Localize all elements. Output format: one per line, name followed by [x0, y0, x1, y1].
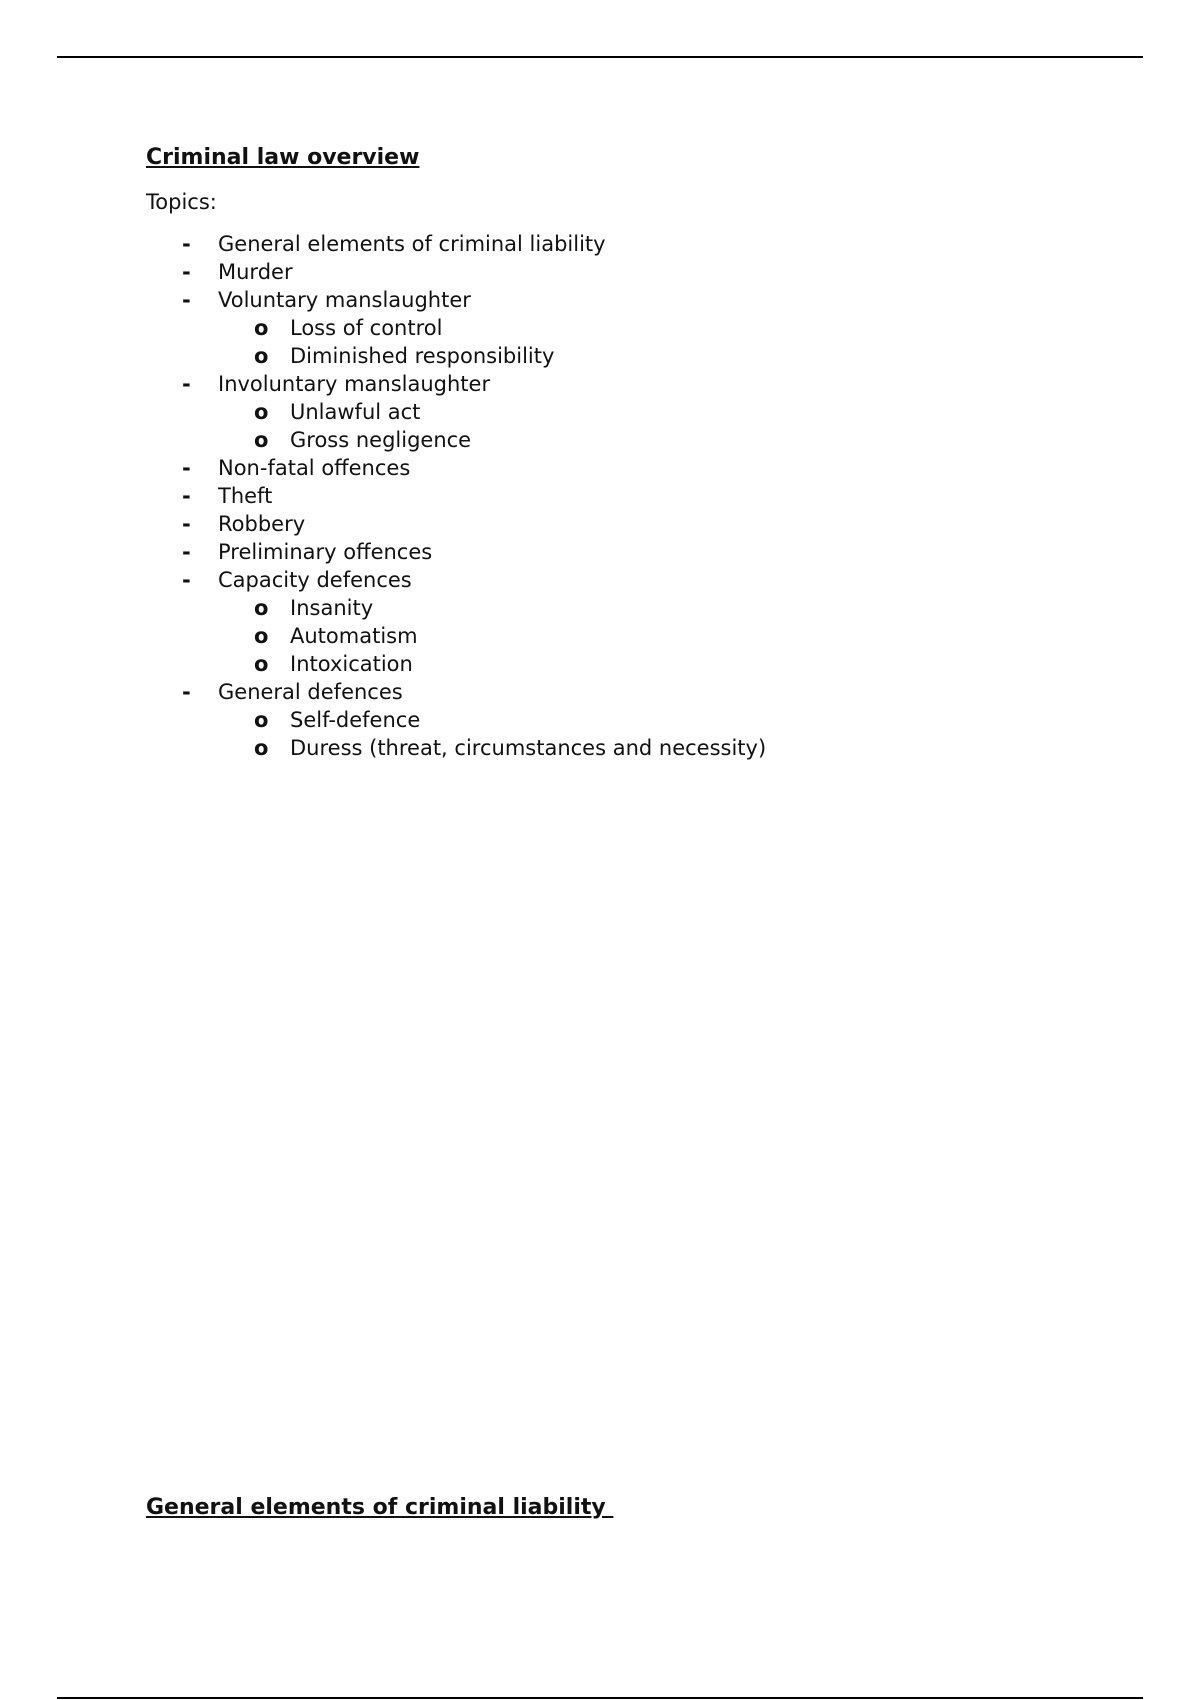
topic-item — [146, 370, 1096, 454]
section-block — [146, 1494, 613, 1522]
topic-label: Capacity defences — [218, 568, 412, 592]
subtopics-list — [218, 706, 1096, 762]
topic-label: General elements of criminal liability — [218, 232, 606, 256]
subtopic-item — [218, 650, 1096, 678]
page-top-rule — [57, 56, 1143, 58]
document-body — [146, 144, 1096, 762]
circle-bullet-icon: o — [254, 596, 269, 620]
topic-item — [146, 258, 1096, 286]
topic-item — [146, 482, 1096, 510]
topics-list — [146, 230, 1096, 762]
topic-label: Robbery — [218, 512, 306, 536]
subtopic-item — [218, 706, 1096, 734]
topic-item — [146, 230, 1096, 258]
dash-bullet-icon: - — [182, 568, 191, 592]
dash-bullet-icon: - — [182, 260, 191, 284]
topic-item — [146, 678, 1096, 762]
subtopic-item — [218, 622, 1096, 650]
topic-item — [146, 454, 1096, 482]
dash-bullet-icon: - — [182, 288, 191, 312]
topic-label: Non-fatal offences — [218, 456, 411, 480]
circle-bullet-icon: o — [254, 344, 269, 368]
dash-bullet-icon: - — [182, 232, 191, 256]
topic-label: Preliminary offences — [218, 540, 433, 564]
circle-bullet-icon: o — [254, 708, 269, 732]
subtopics-list — [218, 594, 1096, 678]
dash-bullet-icon: - — [182, 456, 191, 480]
document-title: Criminal law overview — [146, 145, 420, 170]
subtopic-label: Insanity — [290, 596, 374, 620]
dash-bullet-icon: - — [182, 540, 191, 564]
subtopics-list — [218, 314, 1096, 370]
circle-bullet-icon: o — [254, 400, 269, 424]
topic-label: General defences — [218, 680, 403, 704]
subtopic-item — [218, 398, 1096, 426]
dash-bullet-icon: - — [182, 484, 191, 508]
subtopic-label: Gross negligence — [290, 428, 472, 452]
circle-bullet-icon: o — [254, 316, 269, 340]
topic-item — [146, 510, 1096, 538]
circle-bullet-icon: o — [254, 652, 269, 676]
subtopic-item — [218, 342, 1096, 370]
topic-item — [146, 286, 1096, 370]
subtopic-item — [218, 314, 1096, 342]
circle-bullet-icon: o — [254, 736, 269, 760]
subtopic-label: Diminished responsibility — [290, 344, 555, 368]
subtopic-item — [218, 426, 1096, 454]
dash-bullet-icon: - — [182, 372, 191, 396]
topic-label: Murder — [218, 260, 293, 284]
subtopic-item — [218, 594, 1096, 622]
topic-label: Theft — [218, 484, 273, 508]
subtopic-label: Self-defence — [290, 708, 421, 732]
circle-bullet-icon: o — [254, 624, 269, 648]
dash-bullet-icon: - — [182, 680, 191, 704]
section-heading: General elements of criminal liability — [146, 1495, 614, 1520]
topic-label: Involuntary manslaughter — [218, 372, 491, 396]
subtopic-label: Intoxication — [290, 652, 413, 676]
subtopic-item — [218, 734, 1096, 762]
subtopic-label: Automatism — [290, 624, 418, 648]
page-bottom-rule — [57, 1697, 1143, 1699]
topic-item — [146, 538, 1096, 566]
circle-bullet-icon: o — [254, 428, 269, 452]
subtopic-label: Loss of control — [290, 316, 443, 340]
subtopic-label: Duress (threat, circumstances and necessity) — [290, 736, 767, 760]
topic-item — [146, 566, 1096, 678]
topic-label: Voluntary manslaughter — [218, 288, 471, 312]
subtopic-label: Unlawful act — [290, 400, 421, 424]
topics-label: Topics: — [146, 190, 217, 214]
subtopics-list — [218, 398, 1096, 454]
dash-bullet-icon: - — [182, 512, 191, 536]
